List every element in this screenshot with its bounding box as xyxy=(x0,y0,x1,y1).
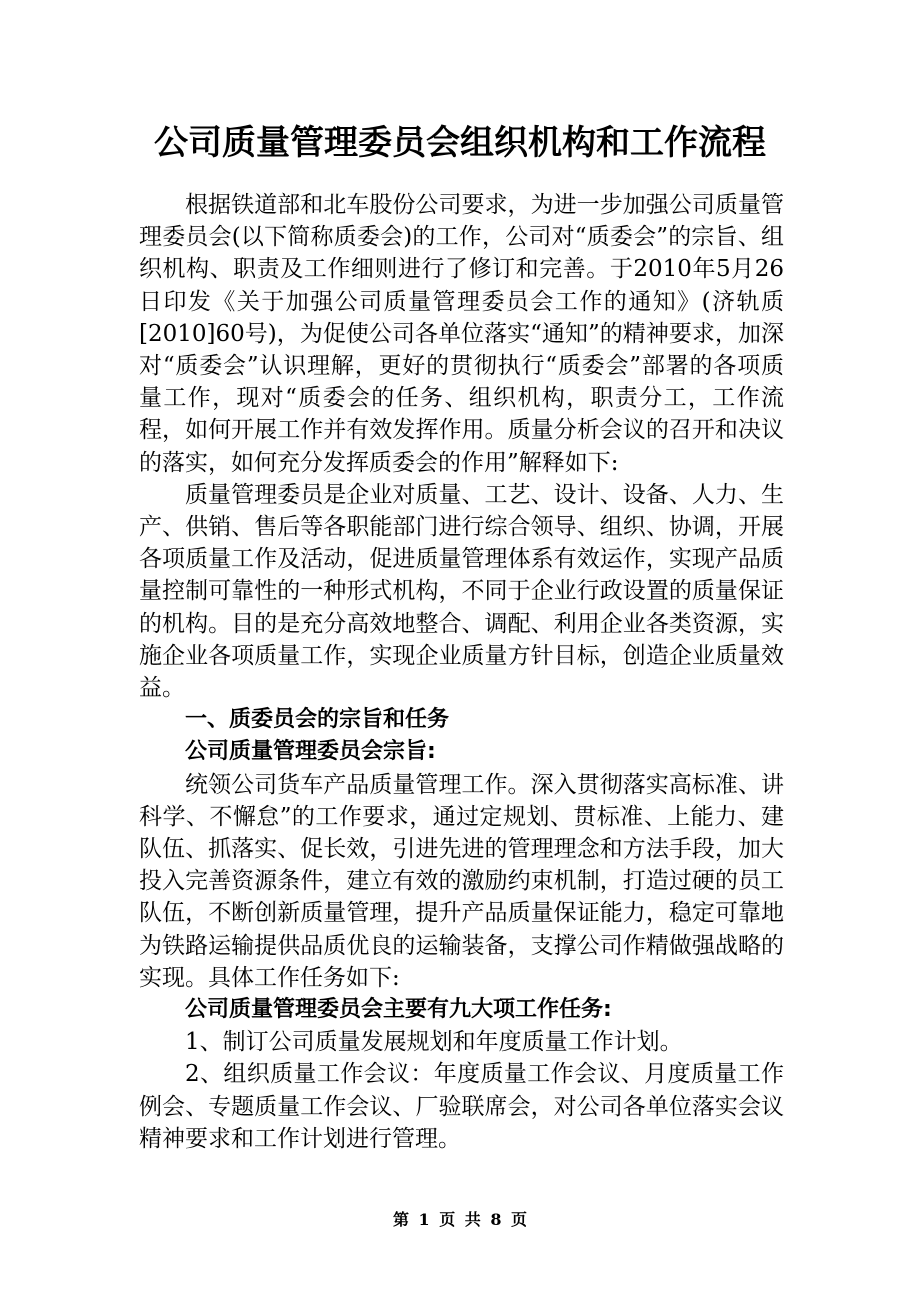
purpose-paragraph: 统领公司货车产品质量管理工作。深入贯彻落实高标准、讲科学、不懈怠”的工作要求，通过定规划、贯标准、上能力、建队伍、抓落实、促长效，引进先进的管理理念和方法手段，加大投入完善资源条件，建立有效的激励约束机制，打造过硬的员工队伍，不断创新质量管理，提升产品质量保证能力，稳定可靠地为铁路运输提供品质优良的运输装备，支撑公司作精做强战略的实现。具体工作任务如下: xyxy=(139,771,784,991)
intro-paragraph: 根据铁道部和北车股份公司要求，为进一步加强公司质量管理委员会(以下简称质委会)的工作，公司对“质委会”的宗旨、组织机构、职责及工作细则进行了修订和完善。于2010年5月26日印发《关于加强公司质量管理委员会工作的通知》(济轨质[2010]60号)，为促使公司各单位落实“通知”的精神要求，加深对“质委会”认识理解，更好的贯彻执行“质委会”部署的各项质量工作，现对“质委会的任务、组织机构，职责分工，工作流程，如何开展工作并有效发挥作用。质量分析会议的召开和决议的落实，如何充分发挥质委会的作用”解释如下: xyxy=(139,192,784,476)
document-title: 公司质量管理委员会组织机构和工作流程 xyxy=(154,123,766,163)
subsection-heading: 公司质量管理委员会宗旨: xyxy=(185,739,436,765)
task-item: 1、制订公司质量发展规划和年度质量工作计划。 xyxy=(185,1029,683,1056)
page-number: 第 1 页 共 8 页 xyxy=(392,1210,528,1229)
tasks-heading: 公司质量管理委员会主要有九大项工作任务: xyxy=(185,997,612,1023)
section-heading: 一、质委员会的宗旨和任务 xyxy=(185,707,450,733)
document-body xyxy=(139,189,784,1155)
definition-paragraph: 质量管理委员是企业对质量、工艺、设计、设备、人力、生产、供销、售后等各职能部门进行综合领导、组织、协调，开展各项质量工作及活动，促进质量管理体系有效运作，实现产品质量控制可靠性的一种形式机构，不同于企业行政设置的质量保证的机构。目的是充分高效地整合、调配、利用企业各类资源，实施企业各项质量工作，实现企业质量方针目标，创造企业质量效益。 xyxy=(139,481,784,702)
task-item: 2、组织质量工作会议：年度质量工作会议、月度质量工作例会、专题质量工作会议、厂验联席会，对公司各单位落实会议精神要求和工作计划进行管理。 xyxy=(139,1061,784,1152)
